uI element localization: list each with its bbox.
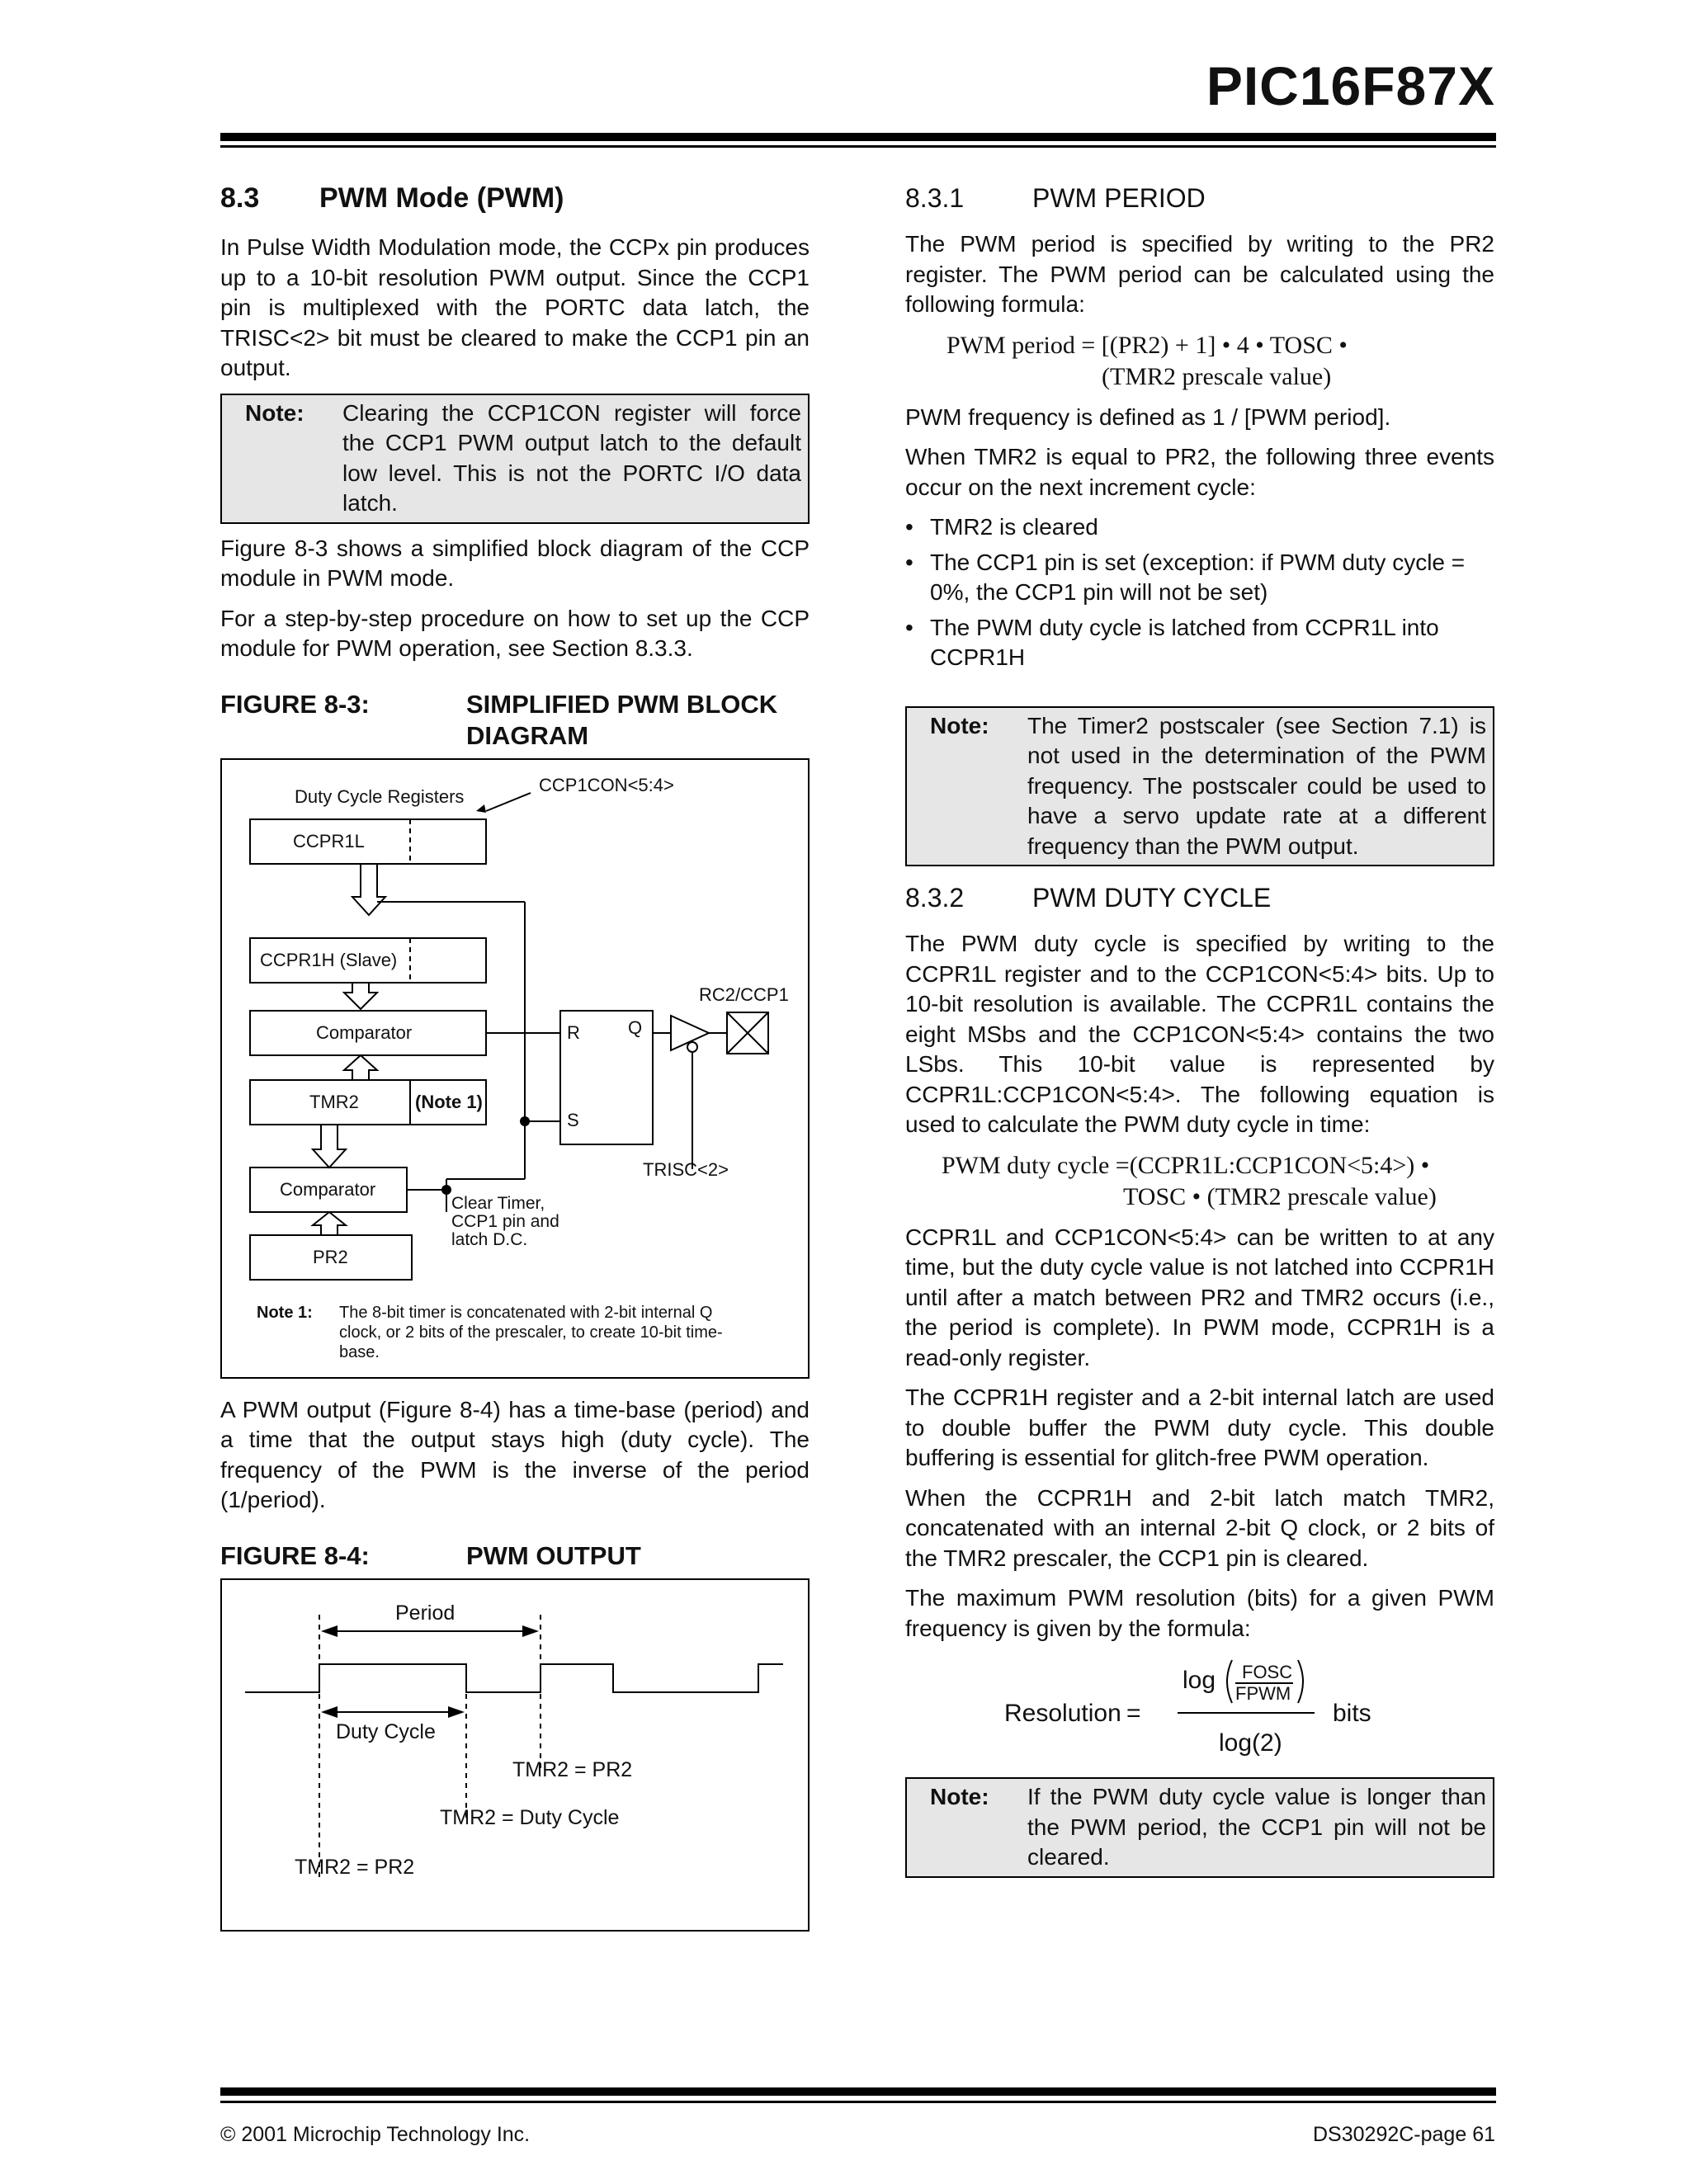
label-trisc: TRISC<2>: [643, 1158, 729, 1180]
resolution-fpwm: FPWM: [1235, 1683, 1291, 1704]
paragraph-tmr2-equal: When TMR2 is equal to PR2, the following three events occur on the next increment cycle:: [905, 444, 1494, 500]
paragraph-max-resolution: The maximum PWM resolution (bits) for a given PWM frequency is given by the formula:: [905, 1585, 1494, 1641]
resolution-label: Resolution: [1004, 1700, 1121, 1727]
label-clear-line-2: CCP1 pin and: [451, 1211, 559, 1231]
footer-rule-thin: [220, 2101, 1496, 2103]
label-ccp1con: CCP1CON<5:4>: [539, 774, 674, 795]
figure-note-label: Note 1:: [257, 1303, 313, 1322]
figure-title: SIMPLIFIED PWM BLOCK DIAGRAM: [466, 689, 778, 750]
label-period: Period: [395, 1601, 456, 1625]
figure-number: FIGURE 8-3:: [220, 689, 370, 719]
paragraph-pwm-frequency: PWM frequency is defined as 1 / [PWM period].: [905, 403, 1391, 430]
hollow-arrow-3: [344, 1055, 377, 1080]
paragraph-procedure-ref: For a step-by-step procedure on how to set up the CCP module for PWM operation, see Section 8.3.3.: [220, 605, 810, 661]
label-ccpr1h: CCPR1H (Slave): [260, 949, 398, 970]
label-tmr2: TMR2: [309, 1091, 359, 1112]
junction-dot-1: [520, 1116, 530, 1126]
formula-line-2: (TMR2 prescale value): [1102, 362, 1332, 390]
section-number: 8.3.1: [905, 183, 965, 213]
formula-resolution: [905, 1653, 1494, 1761]
resolution-log: log: [1183, 1667, 1216, 1694]
note-label: Note:: [245, 399, 304, 426]
section-number: 8.3: [220, 182, 260, 214]
label-s: S: [567, 1109, 579, 1130]
label-comparator-1: Comparator: [316, 1021, 413, 1043]
pwm-waveform: [245, 1664, 783, 1692]
figure-note-line-3: base.: [339, 1342, 380, 1361]
footer-page-number: DS30292C-page 61: [1313, 2123, 1495, 2146]
duty-arrowhead-left: [321, 1706, 338, 1718]
buffer-enable-bubble: [687, 1042, 697, 1052]
formula-line-2: TOSC • (TMR2 prescale value): [1123, 1182, 1437, 1210]
note-label: Note:: [930, 1784, 989, 1809]
figure-8-4-pwm-output: [220, 1578, 810, 1932]
resolution-fosc: FOSC: [1242, 1662, 1293, 1682]
ccp1con-pointer: [486, 793, 531, 811]
footer-copyright: © 2001 Microchip Technology Inc.: [220, 2123, 531, 2146]
list-item: • The PWM duty cycle is latched from CCPR1L into CCPR1H: [905, 613, 1494, 673]
period-arrowhead-right: [522, 1625, 539, 1637]
formula-line-1: PWM duty cycle =(CCPR1L:CCP1CON<5:4>) •: [942, 1151, 1430, 1179]
paragraph-latch-match: When the CCPR1H and 2-bit latch match TMR2, concatenated with an internal 2-bit Q clock, or 2 bits of the TMR2 prescaler, the CCP1 pin is cleared.: [905, 1484, 1494, 1571]
left-paren: [1227, 1660, 1232, 1703]
output-buffer: [671, 1016, 709, 1050]
note-text: The Timer2 postscaler (see Section 7.1) is not used in the determination of the PWM frequency. The postscaler could be used to have a servo update rate at a different frequency than the PWM output.: [1027, 712, 1486, 859]
header-rule-thick: [220, 133, 1496, 141]
label-comparator-2: Comparator: [280, 1178, 376, 1200]
paragraph-pwm-period: The PWM period is specified by writing to the PR2 register. The PWM period can be calculated using the following formula:: [905, 231, 1494, 317]
section-title: PWM Mode (PWM): [319, 182, 564, 214]
formula-duty-cycle: [905, 1150, 1494, 1213]
left-column: [220, 182, 810, 1948]
figure-title: PWM OUTPUT: [466, 1540, 641, 1570]
label-ccpr1l: CCPR1L: [293, 830, 365, 851]
resolution-denominator: log(2): [1219, 1729, 1282, 1757]
section-number: 8.3.2: [905, 883, 965, 913]
pwm-waveform-svg: [222, 1580, 808, 1930]
label-q: Q: [628, 1017, 643, 1038]
figure-note-line-2: clock, or 2 bits of the prescaler, to create 10-bit time-: [339, 1323, 723, 1342]
label-tmr2-pr2-bottom: TMR2 = PR2: [295, 1855, 415, 1879]
formula-pwm-period: [905, 330, 1494, 393]
list-item: • The CCP1 pin is set (exception: if PWM duty cycle = 0%, the CCP1 pin will not be set): [905, 548, 1494, 608]
label-r: R: [567, 1021, 580, 1043]
header-rule-thin: [220, 145, 1496, 148]
figure-8-4-caption: [220, 1540, 810, 1572]
period-arrowhead-left: [321, 1625, 338, 1637]
footer-rule-thick: [220, 2087, 1496, 2096]
label-pr2: PR2: [313, 1246, 348, 1267]
figure-note-line-1: The 8-bit timer is concatenated with 2-bit internal Q: [339, 1303, 713, 1322]
section-heading-8-3: [220, 182, 810, 215]
label-note1-ref: (Note 1): [415, 1091, 483, 1112]
figure-8-3-caption: [220, 689, 810, 752]
figure-number: FIGURE 8-4:: [220, 1540, 370, 1570]
section-heading-8-3-1: [905, 182, 1494, 215]
label-duty-cycle: Duty Cycle: [336, 1719, 436, 1743]
duty-arrowhead-right: [448, 1706, 465, 1718]
paragraph-pwm-intro: In Pulse Width Modulation mode, the CCPx pin produces up to a 10-bit resolution PWM output. Since the CCP1 pin is multiplexed with the PORTC data latch, the TRISC<2> bit must be cleared to make the CCP1 pin an output.: [220, 234, 810, 380]
hollow-arrow-5: [313, 1212, 346, 1235]
junction-dot-2: [441, 1185, 451, 1195]
ccp1con-arrowhead: [476, 804, 486, 813]
label-tmr2-pr2-top: TMR2 = PR2: [512, 1757, 633, 1781]
note-box-postscaler: [905, 706, 1494, 867]
note-box-ccp1con: [220, 394, 810, 524]
paragraph-ccpr1l-write: CCPR1L and CCP1CON<5:4> can be written to at any time, but the duty cycle value is not latched into CCPR1H until after a match between PR2 and TMR2 occurs (i.e., the period is complete). In PWM mode, CCPR1H is a read-only register.: [905, 1224, 1494, 1370]
paragraph-figure-ref: Figure 8-3 shows a simplified block diagram of the CCP module in PWM mode.: [220, 535, 810, 591]
ccpr1l-box: [250, 819, 486, 864]
hollow-arrow-4: [313, 1125, 346, 1167]
note-text: If the PWM duty cycle value is longer than the PWM period, the CCP1 pin will not be cleared.: [1027, 1784, 1486, 1870]
label-tmr2-duty: TMR2 = Duty Cycle: [440, 1805, 620, 1829]
resolution-bits: bits: [1333, 1700, 1371, 1727]
events-list: [905, 512, 1494, 673]
figure-8-3-block-diagram: [220, 758, 810, 1379]
resolution-equals: =: [1126, 1700, 1141, 1727]
formula-line-1: PWM period = [(PR2) + 1] • 4 • TOSC •: [946, 331, 1348, 359]
paragraph-pwm-output: A PWM output (Figure 8-4) has a time-base (period) and a time that the output stays high (duty cycle). The frequency of the PWM is the inverse of the period (1/period).: [220, 1396, 810, 1512]
pwm-block-diagram-svg: [222, 760, 808, 1377]
note-label: Note:: [930, 712, 989, 738]
right-paren: [1298, 1660, 1303, 1703]
hollow-arrow-1: [352, 864, 385, 915]
right-column: [905, 182, 1494, 1888]
label-rc2-ccp1: RC2/CCP1: [699, 984, 789, 1005]
section-title: PWM DUTY CYCLE: [1032, 883, 1272, 913]
label-clear-line-3: latch D.C.: [451, 1229, 528, 1249]
paragraph-duty-cycle: The PWM duty cycle is specified by writing to the CCPR1L register and to the CCP1CON<5:4> bits. Up to 10-bit resolution is available. The CCPR1L contains the eight MSbs and the CCP1CON<5:4> contains the two LSbs. This 10-bit value is represented by CCPR1L:CCP1CON<5:4>. The following equation is used to calculate the PWM duty cycle in time:: [905, 931, 1494, 1137]
page-header-title: PIC16F87X: [1206, 55, 1495, 116]
hollow-arrow-2: [344, 983, 377, 1009]
list-item: • TMR2 is cleared: [905, 512, 1494, 543]
section-heading-8-3-2: [905, 881, 1494, 914]
paragraph-double-buffer: The CCPR1H register and a 2-bit internal latch are used to double buffer the PWM duty cycle. This double buffering is essential for glitch-free PWM operation.: [905, 1384, 1494, 1470]
note-box-duty-longer: [905, 1777, 1494, 1878]
label-clear-line-1: Clear Timer,: [451, 1193, 545, 1213]
label-duty-cycle-registers: Duty Cycle Registers: [295, 785, 465, 807]
section-title: PWM PERIOD: [1032, 183, 1206, 213]
note-text: Clearing the CCP1CON register will force the CCP1 PWM output latch to the default low level. This is not the PORTC I/O data latch.: [342, 399, 801, 516]
